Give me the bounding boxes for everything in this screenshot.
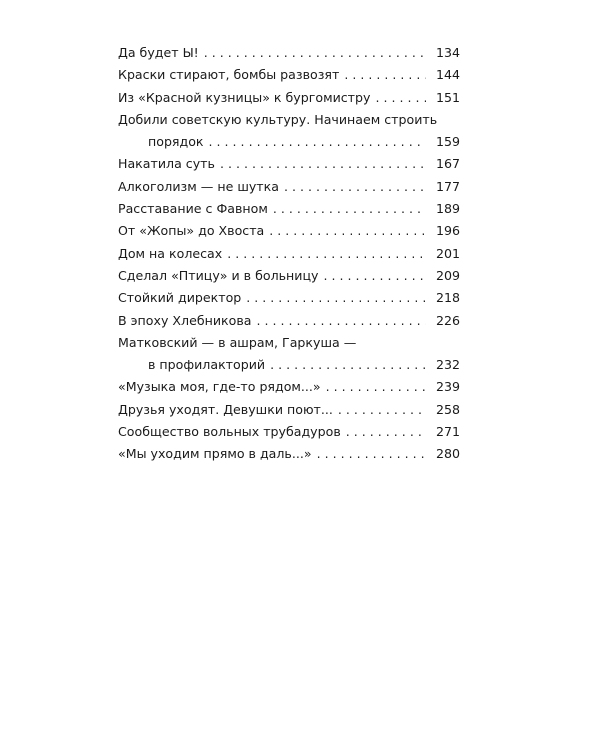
toc-entry-page: 144 [435, 67, 460, 83]
toc-entry-title: Алкоголизм — не шутка [118, 178, 279, 194]
toc-entry-page: 280 [435, 446, 460, 462]
dot-leader [246, 287, 426, 309]
toc-entry-page: 218 [435, 290, 460, 306]
dot-leader [375, 87, 426, 109]
dot-leader [338, 399, 426, 421]
toc-entry-title: Из «Красной кузницы» к бургомистру [118, 89, 371, 105]
dot-leader [209, 131, 426, 153]
toc-entry[interactable] [118, 310, 460, 332]
toc-entry-title: Сделал «Птицу» и в больницу [118, 267, 319, 283]
toc-entry[interactable] [118, 64, 460, 86]
toc-entry-title: Да будет Ы! [118, 45, 199, 60]
toc-entry[interactable] [118, 176, 460, 198]
toc-entry-page: 239 [435, 379, 460, 395]
toc-entry-title: Сообщество вольных трубадуров [118, 424, 341, 440]
toc-entry[interactable] [118, 42, 460, 64]
toc-entry[interactable] [118, 443, 460, 465]
toc-entry-title: Расставание с Фавном [118, 201, 268, 217]
toc-entry[interactable] [118, 220, 460, 242]
toc-entry-page: 209 [435, 267, 460, 283]
toc-entry[interactable] [118, 332, 460, 354]
toc-entry-title: Накатила суть [118, 156, 215, 172]
toc-entry-title: Краски стирают, бомбы развозят [118, 67, 340, 83]
toc-entry[interactable] [118, 265, 460, 287]
toc-entry-title: Стойкий директор [118, 290, 242, 306]
toc-entry-page: 177 [435, 178, 460, 194]
toc-entry[interactable] [118, 109, 460, 131]
toc-entry-page: 159 [435, 134, 460, 150]
toc-entry-title: «Музыка моя, где-то рядом...» [118, 379, 321, 395]
toc-entry[interactable] [118, 153, 460, 175]
toc-entry-page: 151 [435, 89, 460, 105]
toc-entry-title: Дом на колесах [118, 245, 223, 261]
dot-leader [227, 243, 426, 265]
dot-leader [256, 310, 426, 332]
toc-entry-continuation[interactable] [118, 354, 460, 376]
toc-entry[interactable] [118, 376, 460, 398]
toc-entry-title: порядок [148, 134, 204, 150]
toc-entry-title: Матковский — в ашрам, Гаркуша — [118, 334, 357, 350]
toc-entry-page: 167 [435, 156, 460, 172]
table-of-contents [118, 42, 460, 466]
toc-entry-page: 232 [435, 357, 460, 373]
dot-leader [273, 198, 426, 220]
toc-entry[interactable] [118, 287, 460, 309]
dot-leader [326, 376, 426, 398]
toc-entry-title: От «Жопы» до Хвоста [118, 223, 265, 239]
dot-leader [220, 153, 426, 175]
toc-entry-title: в профилакторий [148, 357, 266, 373]
toc-entry-page: 258 [435, 401, 460, 417]
dot-leader [317, 443, 426, 465]
toc-entry[interactable] [118, 198, 460, 220]
toc-entry-page: 201 [435, 245, 460, 261]
toc-entry-page: 271 [435, 424, 460, 440]
dot-leader [346, 421, 426, 443]
toc-entry-page: 189 [435, 201, 460, 217]
toc-entry[interactable] [118, 243, 460, 265]
toc-entry-continuation[interactable] [118, 131, 460, 153]
toc-entry-page: 226 [435, 312, 460, 328]
dot-leader [344, 64, 426, 86]
toc-entry-page: 196 [435, 223, 460, 239]
dot-leader [284, 176, 426, 198]
toc-entry[interactable] [118, 87, 460, 109]
toc-entry-title: «Мы уходим прямо в даль...» [118, 446, 312, 462]
dot-leader [204, 42, 426, 64]
toc-entry[interactable] [118, 421, 460, 443]
toc-entry-title: В эпоху Хлебникова [118, 312, 252, 328]
toc-entry-title: Друзья уходят. Девушки поют... [118, 401, 333, 417]
dot-leader [269, 220, 426, 242]
dot-leader [270, 354, 426, 376]
toc-entry[interactable] [118, 399, 460, 421]
toc-entry-title: Добили советскую культуру. Начинаем строить [118, 111, 438, 127]
dot-leader [324, 265, 427, 287]
toc-entry-page: 134 [435, 45, 460, 60]
